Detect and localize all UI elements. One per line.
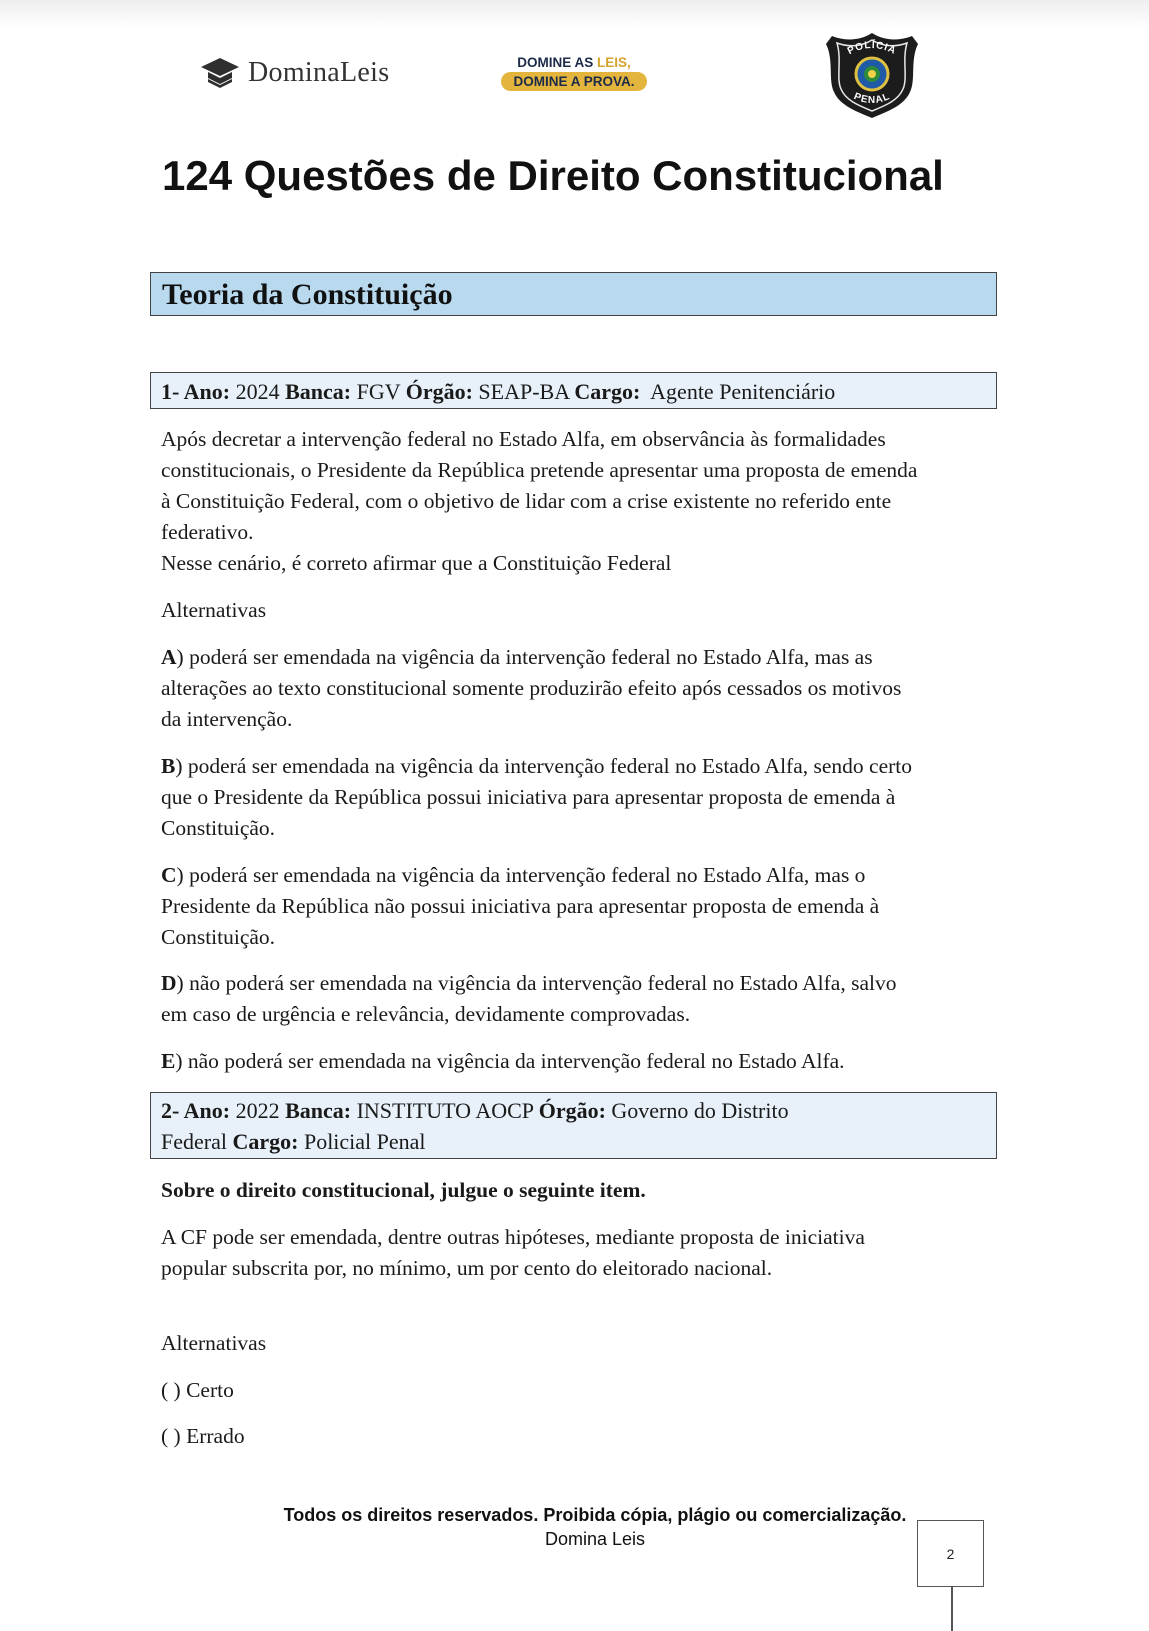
statement-line: popular subscrita por, no mínimo, um por cento do eleitorado nacional. bbox=[161, 1256, 773, 1280]
graduation-cap-icon bbox=[200, 56, 240, 90]
option-text: Constituição. bbox=[161, 925, 276, 949]
slogan-logo bbox=[487, 55, 661, 91]
dominaleis-logo bbox=[200, 56, 389, 90]
option-text: da intervenção. bbox=[161, 707, 293, 731]
agency-value-cont: Federal bbox=[161, 1129, 227, 1154]
section-heading-box bbox=[150, 272, 997, 316]
option-letter: A bbox=[161, 645, 177, 669]
option-b[interactable]: B) poderá ser emendada na vigência da intervenção federal no Estado Alfa, sendo certo que o Presidente da República possui iniciativa para apresentar proposta de emenda à Constituição. bbox=[161, 754, 912, 840]
question-1-header bbox=[150, 372, 997, 409]
option-e[interactable]: E) não poderá ser emendada na vigência da intervenção federal no Estado Alfa. bbox=[161, 1049, 845, 1073]
statement-line: Nesse cenário, é correto afirmar que a Constituição Federal bbox=[161, 551, 672, 575]
alternatives-label: Alternativas bbox=[161, 1331, 267, 1355]
board-value: INSTITUTO AOCP bbox=[356, 1098, 534, 1123]
option-letter: E bbox=[161, 1049, 176, 1073]
police-badge-icon bbox=[822, 30, 922, 125]
option-errado[interactable]: ( ) Errado bbox=[161, 1424, 245, 1448]
option-text: Presidente da República não possui iniciativa para apresentar proposta de emenda à bbox=[161, 894, 880, 918]
option-letter: B bbox=[161, 754, 176, 778]
section-title: Teoria da Constituição bbox=[162, 278, 453, 311]
badge-bottom-text: PENAL bbox=[852, 91, 892, 106]
agency-label: Órgão: bbox=[538, 1098, 606, 1123]
option-text: não poderá ser emendada na vigência da intervenção federal no Estado Alfa, salvo bbox=[189, 971, 897, 995]
option-letter: D bbox=[161, 971, 177, 995]
option-text: que o Presidente da República possui iniciativa para apresentar proposta de emenda à bbox=[161, 785, 896, 809]
option-text: em caso de urgência e relevância, devidamente comprovadas. bbox=[161, 1002, 691, 1026]
page-number: 2 bbox=[946, 1545, 955, 1562]
year-value: 2022 bbox=[235, 1098, 280, 1123]
slogan-text-a: DOMINE AS bbox=[517, 55, 597, 70]
question-2-header bbox=[150, 1092, 997, 1159]
slogan-line1 bbox=[487, 55, 661, 71]
position-label: Cargo: bbox=[574, 379, 641, 404]
year-label: Ano: bbox=[183, 1098, 231, 1123]
option-certo[interactable]: ( ) Certo bbox=[161, 1378, 234, 1402]
option-text: Constituição. bbox=[161, 816, 276, 840]
document-title: 124 Questões de Direito Constitucional bbox=[162, 152, 944, 199]
statement-line: federativo. bbox=[161, 520, 254, 544]
option-letter: C bbox=[161, 863, 177, 887]
question-2-prompt bbox=[161, 1175, 991, 1206]
option-text: poderá ser emendada na vigência da intervenção federal no Estado Alfa, mas o bbox=[189, 863, 866, 887]
position-label: Cargo: bbox=[232, 1129, 299, 1154]
page-top-shade bbox=[0, 0, 1149, 28]
board-value: FGV bbox=[356, 379, 401, 404]
year-value: 2024 bbox=[235, 379, 280, 404]
agency-value: Governo do Distrito bbox=[611, 1098, 789, 1123]
slogan-line2: DOMINE A PROVA. bbox=[501, 72, 646, 91]
agency-label: Órgão: bbox=[405, 379, 473, 404]
statement-line: Após decretar a intervenção federal no Estado Alfa, em observância às formalidades bbox=[161, 427, 886, 451]
position-value: Policial Penal bbox=[303, 1129, 426, 1154]
question-number: 2- bbox=[161, 1098, 184, 1123]
option-a[interactable]: A) poderá ser emendada na vigência da intervenção federal no Estado Alfa, mas as alterações ao texto constitucional somente produzirão efeito após cessados os motivos da intervenção. bbox=[161, 645, 902, 731]
year-label: Ano: bbox=[183, 379, 231, 404]
option-text: poderá ser emendada na vigência da intervenção federal no Estado Alfa, sendo certo bbox=[187, 754, 912, 778]
question-number: 1- bbox=[161, 379, 184, 404]
footer-brand: Domina Leis bbox=[544, 1529, 646, 1549]
option-text: não poderá ser emendada na vigência da intervenção federal no Estado Alfa. bbox=[187, 1049, 845, 1073]
option-text: poderá ser emendada na vigência da intervenção federal no Estado Alfa, mas as bbox=[189, 645, 873, 669]
statement-line: à Constituição Federal, com o objetivo de lidar com a crise existente no referido ente bbox=[161, 489, 892, 513]
question-1-statement bbox=[161, 424, 991, 579]
question-2-statement bbox=[161, 1222, 991, 1284]
option-d[interactable]: D) não poderá ser emendada na vigência da intervenção federal no Estado Alfa, salvo em caso de urgência e relevância, devidamente comprovadas. bbox=[161, 971, 897, 1026]
board-label: Banca: bbox=[285, 1098, 352, 1123]
option-c[interactable]: C) poderá ser emendada na vigência da intervenção federal no Estado Alfa, mas o Presidente da República não possui iniciativa para apresentar proposta de emenda à Constituição. bbox=[161, 863, 880, 949]
statement-line: A CF pode ser emendada, dentre outras hipóteses, mediante proposta de iniciativa bbox=[161, 1225, 865, 1249]
option-text: alterações ao texto constitucional somente produzirão efeito após cessados os motivos bbox=[161, 676, 902, 700]
badge-top-text: POLÍCIA bbox=[845, 39, 899, 58]
prompt-text: Sobre o direito constitucional, julgue o seguinte item. bbox=[161, 1178, 646, 1202]
alternatives-label: Alternativas bbox=[161, 598, 267, 622]
position-value: Agente Penitenciário bbox=[650, 379, 836, 404]
slogan-text-b: LEIS, bbox=[597, 55, 631, 70]
footer-rights: Todos os direitos reservados. Proibida cópia, plágio ou comercialização. bbox=[283, 1505, 907, 1525]
page-number-connector bbox=[951, 1587, 953, 1631]
board-label: Banca: bbox=[285, 379, 352, 404]
brand-name: DominaLeis bbox=[248, 57, 390, 88]
agency-value: SEAP-BA bbox=[478, 379, 569, 404]
page-number-box bbox=[917, 1520, 984, 1587]
statement-line: constitucionais, o Presidente da República pretende apresentar uma proposta de emenda bbox=[161, 458, 918, 482]
